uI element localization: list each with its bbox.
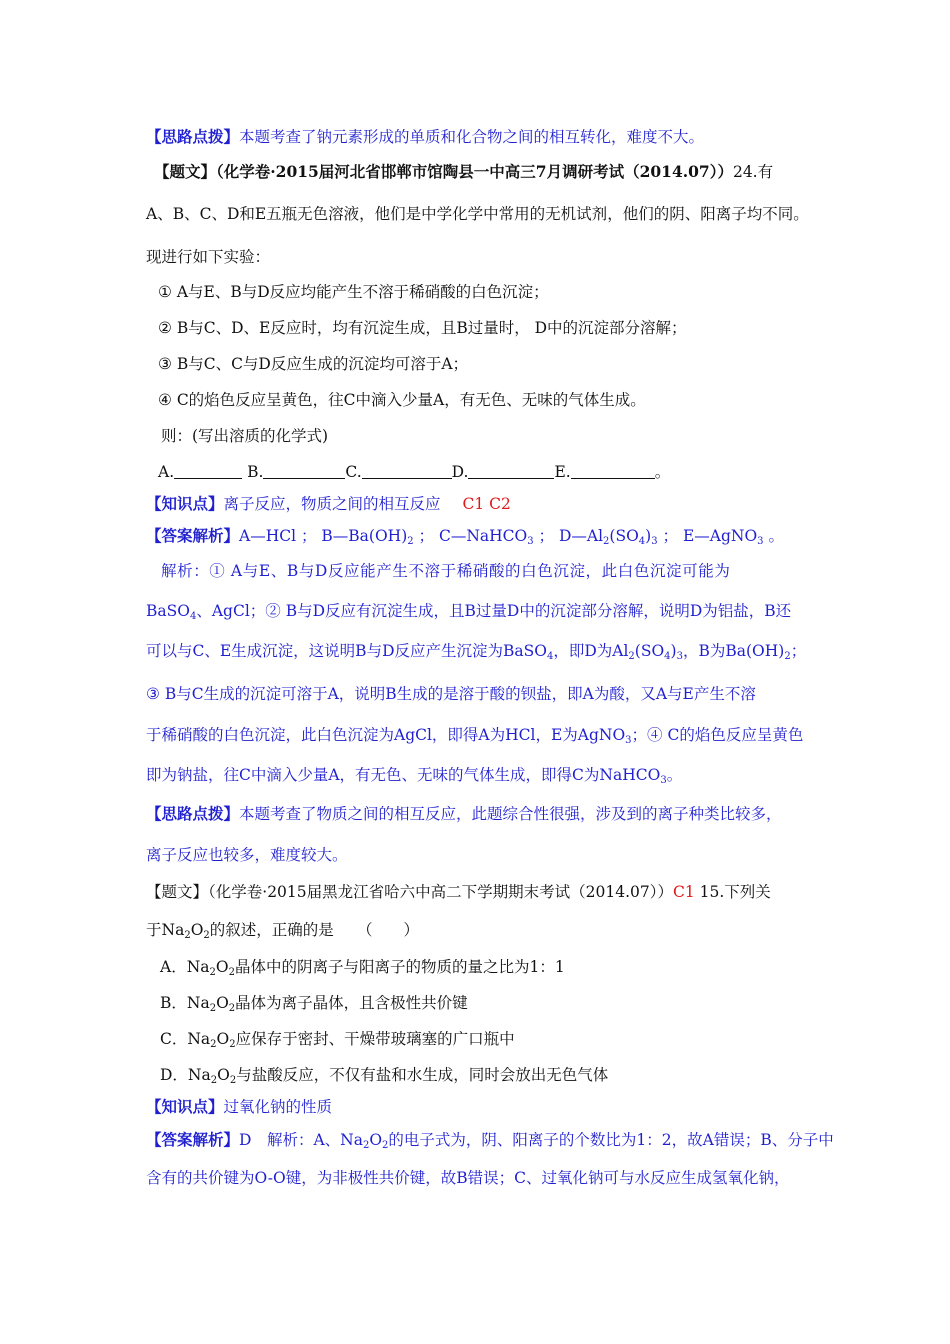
q24-tip-line-1 bbox=[146, 803, 782, 825]
blank-a[interactable] bbox=[174, 462, 242, 479]
exp-line-2: BaSO$_4$、AgCl；② B与D反应有沉淀生成，且B过量D中的沉淀部分溶解，说明D为铝盐，B还 bbox=[146, 602, 792, 622]
tip-line-1 bbox=[146, 126, 704, 148]
q24-item-2: ② B与C、D、E反应时，均有沉淀生成，且B过量时， D中的沉淀部分溶解； bbox=[158, 319, 687, 337]
q24-item-3: ③ B与C、C与D反应生成的沉淀均可溶于A； bbox=[158, 355, 469, 373]
q15-kp-text: 过氧化钠的性质 bbox=[223, 1098, 333, 1116]
kp-codes: C1 C2 bbox=[462, 495, 511, 513]
q15-option-d: D．$Na_2O_2$与盐酸反应，不仅有盐和水生成，同时会放出无色气体 bbox=[160, 1066, 609, 1086]
q24-number: 24. bbox=[732, 163, 758, 181]
blank-b[interactable] bbox=[263, 462, 345, 479]
blank-e[interactable] bbox=[571, 462, 655, 479]
q24-title-line bbox=[154, 161, 773, 183]
q24-knowledge-line bbox=[146, 493, 511, 515]
q24-answer-line bbox=[146, 525, 784, 547]
blank-e-label: E. bbox=[554, 463, 571, 481]
answer-tag: 【答案解析】 bbox=[146, 526, 240, 545]
blank-b-label: B. bbox=[247, 463, 264, 481]
exp-line-5: 于稀硝酸的白色沉淀，此白色沉淀为AgCl，即得A为HCl，E为AgNO$_3$；④ C的焰色反应呈黄色 bbox=[146, 726, 804, 746]
q15-option-a: A．$Na_2O_2$晶体中的阴离子与阳离子的物质的量之比为1：1 bbox=[160, 958, 565, 978]
q15-option-c: C．$Na_2O_2$应保存于密封、干燥带玻璃塞的广口瓶中 bbox=[160, 1030, 515, 1050]
q15-answer-tag: 【答案解析】 bbox=[146, 1130, 240, 1149]
q15-source: （化学卷·2015届黑龙江省哈六中高二下学期期末考试（2014.07）） bbox=[208, 883, 673, 901]
tip-tag: 【思路点拨】 bbox=[146, 127, 240, 146]
q15-line-2: 于$Na_2O_2$的叙述，正确的是 （ ） bbox=[146, 921, 420, 941]
exp-line-1: 解析：① A与E、B与D反应能产生不溶于稀硝酸的白色沉淀，此白色沉淀可能为 bbox=[161, 562, 731, 580]
q24-tip-line-2: 离子反应也较多，难度较大。 bbox=[146, 846, 348, 864]
q15-knowledge-line bbox=[146, 1096, 332, 1118]
q24-line-3: 现进行如下实验： bbox=[146, 248, 271, 266]
q24-then: 则：(写出溶质的化学式) bbox=[161, 427, 329, 445]
q24-tag: 【题文】 bbox=[154, 162, 217, 181]
q15-answer-line-1 bbox=[146, 1129, 834, 1151]
kp-tag: 【知识点】 bbox=[146, 494, 224, 513]
exp-line-4: ③ B与C生成的沉淀可溶于A，说明B生成的是溶于酸的钡盐，即A为酸，又A与E产生不溶 bbox=[146, 685, 756, 703]
blank-c-label: C. bbox=[345, 463, 362, 481]
exp-line-6: 即为钠盐，往C中滴入少量A，有无色、无味的气体生成，即得C为NaHCO$_3$。 bbox=[146, 766, 683, 786]
q24-first-word: 有 bbox=[757, 163, 774, 181]
blank-a-label: A. bbox=[158, 463, 175, 481]
blank-c[interactable] bbox=[362, 462, 452, 479]
q15-answer-line-2: 含有的共价键为O-O键，为非极性共价键，故B错误；C、过氧化钠可与水反应生成氢氧化钠， bbox=[146, 1169, 790, 1187]
q15-answer-text-1: D 解析：A、$Na_2O_2$的电子式为，阴、阳离子的个数比为1：2，故A错误；B、分子中 bbox=[239, 1131, 834, 1151]
q24-item-1: ① A与E、B与D反应均能产生不溶于稀硝酸的白色沉淀； bbox=[158, 283, 549, 301]
blank-d[interactable] bbox=[468, 462, 554, 479]
answer-text: A—HCl ； $B—Ba(OH)_2$ ； C—NaHCO$_3$ ； $D—Al_2(SO_4)_3$ ； E—AgNO$_3$ 。 bbox=[239, 527, 784, 547]
blank-d-label: D. bbox=[451, 463, 469, 481]
q15-tag: 【题文】 bbox=[146, 883, 209, 901]
exp-line-3: 可以与C、E生成沉淀，这说明B与D反应产生沉淀为BaSO$_4$，即D为$Al_2(SO_4)_3$，B为$Ba(OH)_2$； bbox=[146, 642, 807, 662]
q24-source: （化学卷·2015届河北省邯郸市馆陶县一中高三7月调研考试（2014.07）） bbox=[216, 162, 733, 181]
q24-tip-tag: 【思路点拨】 bbox=[146, 804, 240, 823]
q24-tip-text-1: 本题考查了物质之间的相互反应，此题综合性很强，涉及到的离子种类比较多， bbox=[239, 805, 782, 823]
q15-kp-tag: 【知识点】 bbox=[146, 1097, 224, 1116]
q24-item-4: ④ C的焰色反应呈黄色，往C中滴入少量A，有无色、无味的气体生成。 bbox=[158, 391, 646, 409]
q15-option-b: B．$Na_2O_2$晶体为离子晶体，且含极性共价键 bbox=[160, 994, 468, 1014]
q15-code: C1 bbox=[673, 883, 695, 901]
blank-end: 。 bbox=[654, 463, 671, 481]
tip-text: 本题考查了钠元素形成的单质和化合物之间的相互转化，难度不大。 bbox=[239, 128, 705, 146]
q24-line-2: A、B、C、D和E五瓶无色溶液，他们是中学化学中常用的无机试剂，他们的阴、阳离子均不同。 bbox=[146, 205, 809, 223]
q24-blanks bbox=[158, 461, 670, 483]
q15-title-line bbox=[146, 881, 771, 903]
kp-text: 离子反应，物质之间的相互反应 bbox=[223, 495, 441, 513]
q15-number: 15.下列关 bbox=[694, 883, 771, 901]
